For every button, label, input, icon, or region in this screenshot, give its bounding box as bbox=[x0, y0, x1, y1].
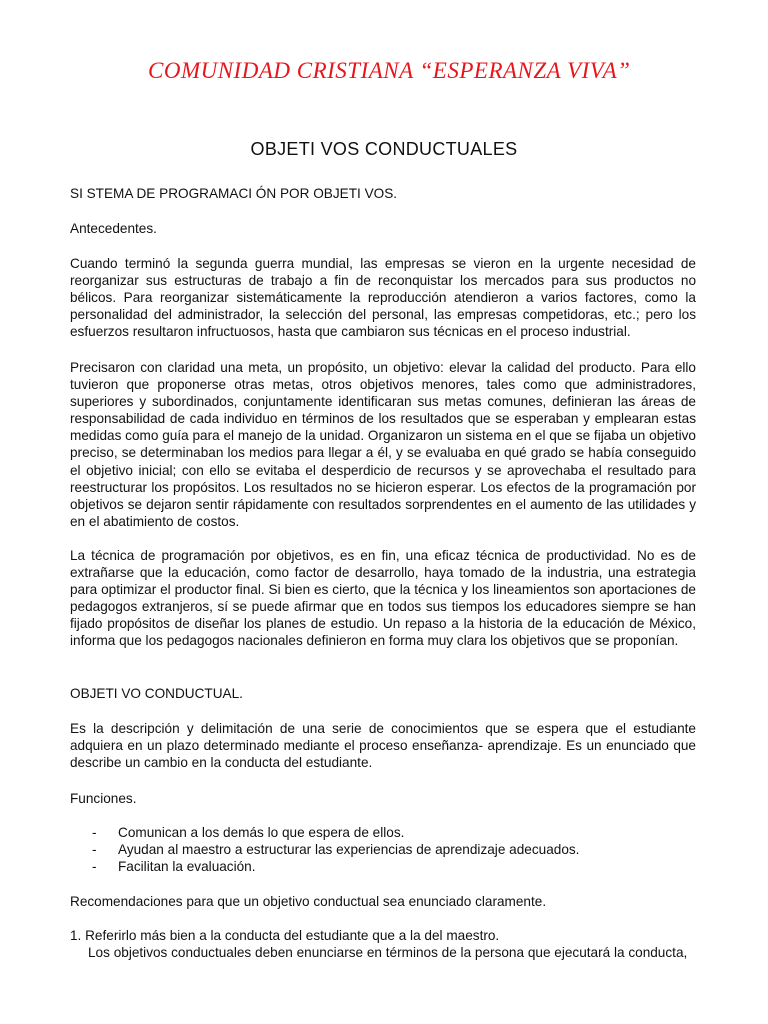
recomendaciones-heading: Recomendaciones para que un objetivo conductual sea enunciado claramente. bbox=[70, 894, 547, 909]
document-title: OBJETI VOS CONDUCTUALES bbox=[250, 139, 518, 159]
list-item bbox=[70, 841, 696, 858]
objetivo-definition: Es la descripción y delimitación de una serie de conocimientos que se espera que el estudiante adquiera en un plazo determinado mediante el proceso enseñanza- aprendizaje. Es un enunciado que describe un cambio en la conducta del estudiante. bbox=[70, 721, 696, 771]
list-item-text: Ayudan al maestro a estructurar las experiencias de aprendizaje adecuados. bbox=[118, 842, 580, 858]
recomendacion-detail: Los objetivos conductuales deben enunciarse en términos de la persona que ejecutará la conducta, bbox=[88, 945, 688, 961]
section-heading: SI STEMA DE PROGRAMACI ÓN POR OBJETI VOS. bbox=[70, 186, 398, 201]
list-item bbox=[70, 858, 696, 875]
recomendacion-heading: 1. Referirlo más bien a la conducta del estudiante que a la del maestro. bbox=[70, 928, 500, 943]
objetivo-heading: OBJETI VO CONDUCTUAL. bbox=[70, 686, 243, 701]
dash-bullet: - bbox=[92, 842, 97, 858]
list-item bbox=[70, 824, 696, 841]
paragraph-antecedentes-2: Precisaron con claridad una meta, un propósito, un objetivo: elevar la calidad del producto. Para ello tuvieron que proponerse otras metas, otros objetivos menores, tales como que administradores, superiores y subordinados, conjuntamente identificaran sus metas comunes, definieran las áreas de responsabilidad de cada individuo en términos de los resultados que se esperaban y emplearan estas medidas como guía para el manejo de la unidad. Organizaron un sistema en el que se fijaba un objetivo preciso, se determinaban los medios para llegar a él, y se evaluaba en qué grado se había conseguido el objetivo inicial; con ello se evitaba el desperdicio de recursos y se aprovechaba el resultado para reestructurar los propósitos. Los resultados no se hicieron esperar. Los efectos de la programación por objetivos se dejaron sentir rápidamente con resultados sorprendentes en el aumento de las utilidades y en el abatimiento de costos. bbox=[70, 360, 696, 529]
dash-bullet: - bbox=[92, 825, 97, 840]
list-item-text: Comunican a los demás lo que espera de ellos. bbox=[118, 825, 405, 840]
funciones-heading: Funciones. bbox=[70, 791, 137, 806]
paragraph-antecedentes-3: La técnica de programación por objetivos, es en fin, una eficaz técnica de productividad. No es de extrañarse que la educación, como factor de desarrollo, haya tomado de la industria, una estrategia para optimizar el productor final. Si bien es cierto, que la técnica y los lineamientos son aportaciones de pedagogos extranjeros, sí se puede afirmar que en todos sus tiempos los educadores siempre se han fijado propósitos de diseñar los planes de estudio. Un repaso a la historia de la educación de México, informa que los pedagogos nacionales definieron en forma muy clara los objetivos que se proponían. bbox=[70, 548, 696, 649]
community-title: COMUNIDAD CRISTIANA “ESPERANZA VIVA” bbox=[148, 58, 631, 83]
antecedentes-heading: Antecedentes. bbox=[70, 221, 157, 236]
funciones-list bbox=[70, 824, 696, 875]
recomendacion-item bbox=[70, 927, 710, 961]
paragraph-antecedentes-1: Cuando terminó la segunda guerra mundial, las empresas se vieron en la urgente necesidad de reorganizar sus estructuras de trabajo a fin de reconquistar los mercados para sus productos no bélicos. Para reorganizar sistemáticamente la reproducción atendieron a varios factores, como la personalidad del administrador, la selección del personal, las empresas competidoras, etc.; pero los esfuerzos resultaron infructuosos, hasta que cambiaron sus técnicas en el proceso industrial. bbox=[70, 256, 696, 340]
list-item-text: Facilitan la evaluación. bbox=[118, 859, 256, 875]
dash-bullet: - bbox=[92, 859, 97, 875]
